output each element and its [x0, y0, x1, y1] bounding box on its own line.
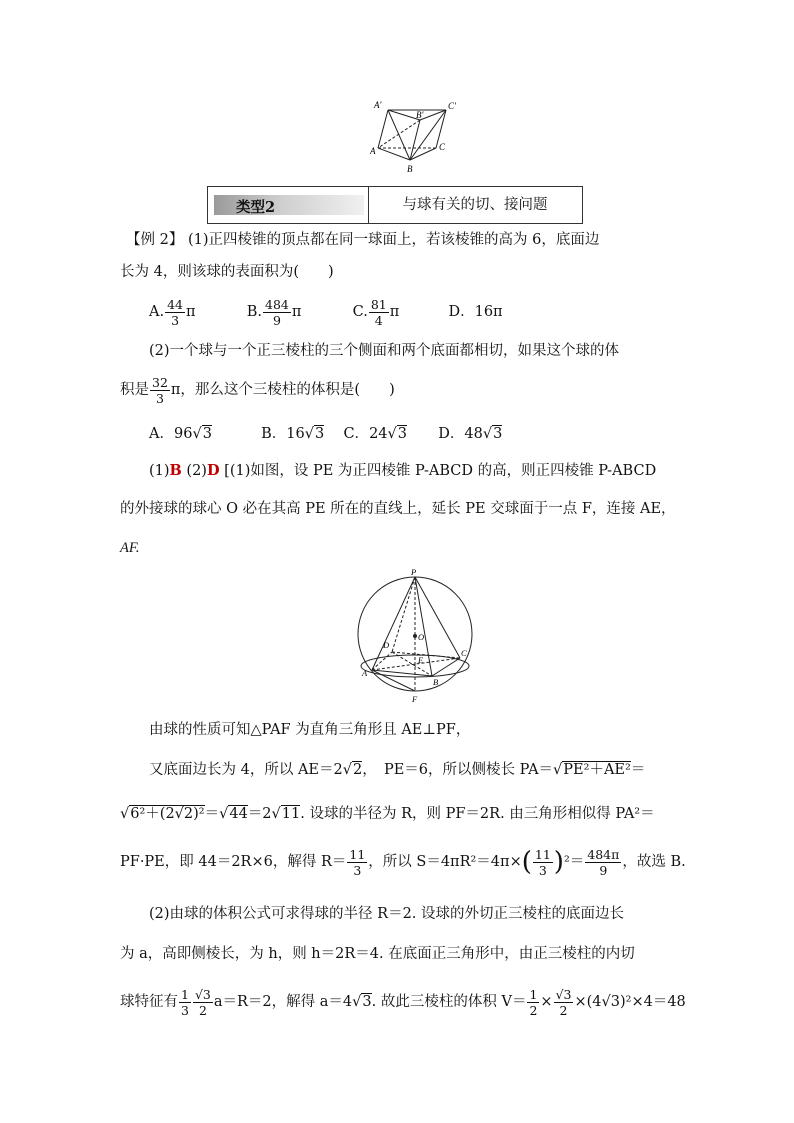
- label-d: D: [383, 640, 390, 650]
- label-p: P: [411, 567, 417, 577]
- q2-option-b: B．16√3: [261, 426, 325, 442]
- example-line-1: [126, 230, 599, 250]
- q1-option-d: D．16π: [448, 304, 503, 320]
- solution-line-4: PF·PE，即 44＝2R×6，解得 R＝ $\frac{11}{3}$ ，所以 S＝4πR²＝4π×( $\frac{11}{3}$ )²＝ $\frac{484\pi}{9}$ ，故选 B.: [120, 846, 686, 878]
- type-tag-label: 类型2: [236, 199, 276, 216]
- answer-line-1: (1)B (2)D [(1)如图，设 PE 为正四棱锥 P-ABCD 的高，则正四棱锥 P-ABCD: [149, 462, 657, 479]
- q2-text: (2)一个球与一个正三棱柱的三个侧面和两个底面都相切，如果这个球的体: [149, 343, 620, 359]
- solution-line-6: 为 a，高即侧棱长，为 h，则 h＝2R＝4. 在底面正三角形中，由正三棱柱的内切: [120, 946, 635, 962]
- answer-2-value: D: [206, 462, 220, 479]
- q1-option-c: C. $\frac{81}{4}$ π: [352, 296, 400, 328]
- label-a2: A: [362, 668, 368, 678]
- solution-line-7: 球特征有 $\frac{1}{3}$ $\frac{√3}{2}$ a＝R＝2，解得 a＝4√3. 故此三棱柱的体积 V＝ $\frac{1}{2}$ × $\frac{√3}{2}$ ×(4√3)²×4＝48: [120, 986, 686, 1018]
- label-c2: C: [461, 648, 467, 658]
- solution-line-2: 又底面边长为 4，所以 AE＝2√2， PE＝6，所以侧棱长 PA＝√PE²＋AE²＝: [149, 762, 646, 778]
- q1-options: [149, 294, 503, 330]
- label-b2: B: [433, 677, 439, 687]
- example-label: 【例 2】: [126, 232, 184, 248]
- q1-option-b: B. $\frac{484}{9}$ π: [246, 296, 302, 328]
- label-a1: A': [374, 100, 382, 110]
- q2-option-c: C．24√3: [343, 426, 407, 442]
- q1-option-a: A. $\frac{44}{3}$ π: [149, 296, 196, 328]
- solution-line-3: √6²＋(2√2)²＝√44＝2√11. 设球的半径为 R，则 PF＝2R. 由三角形相似得 PA²＝: [120, 806, 655, 822]
- sphere-pyramid-figure: [352, 566, 478, 706]
- label-c: C: [439, 142, 446, 152]
- label-b: B: [407, 164, 413, 174]
- label-b1: B': [416, 110, 424, 120]
- banner-left-cell: [208, 187, 369, 223]
- q2-option-d: D．48√3: [438, 426, 503, 442]
- solution-line-5: (2)由球的体积公式可求得球的半径 R＝2. 设球的外切正三棱柱的底面边长: [149, 906, 625, 922]
- answer-line-3: AF.: [120, 540, 140, 556]
- label-c1: C': [448, 101, 456, 111]
- label-e: E: [418, 655, 424, 665]
- q1-text: (1)正四棱锥的顶点都在同一球面上，若该棱锥的高为 6，底面边: [187, 232, 600, 248]
- label-f: F: [412, 694, 418, 704]
- section-banner: [207, 186, 583, 224]
- label-a: A: [370, 146, 376, 156]
- answer-line-2: 的外接球的球心 O 必在其高 PE 所在的直线上，延长 PE 交球面于一点 F，连接 AE，: [120, 501, 676, 517]
- q2-options: [149, 424, 502, 444]
- q2-option-a: A．96√3: [149, 426, 212, 442]
- type-tag: [214, 195, 364, 215]
- section-title: 与球有关的切、接问题: [402, 197, 548, 213]
- label-o: O: [418, 632, 425, 642]
- prism-figure: [370, 100, 465, 182]
- answer-1-value: B: [169, 462, 182, 479]
- solution-line-1: 由球的性质可知△PAF 为直角三角形且 AE⊥PF，: [149, 722, 471, 738]
- q2-text-2: 积是 $\frac{32}{3}$ π，那么这个三棱柱的体积是( ): [120, 374, 395, 406]
- q1-text-2: 长为 4，则该球的表面积为( ): [120, 264, 334, 280]
